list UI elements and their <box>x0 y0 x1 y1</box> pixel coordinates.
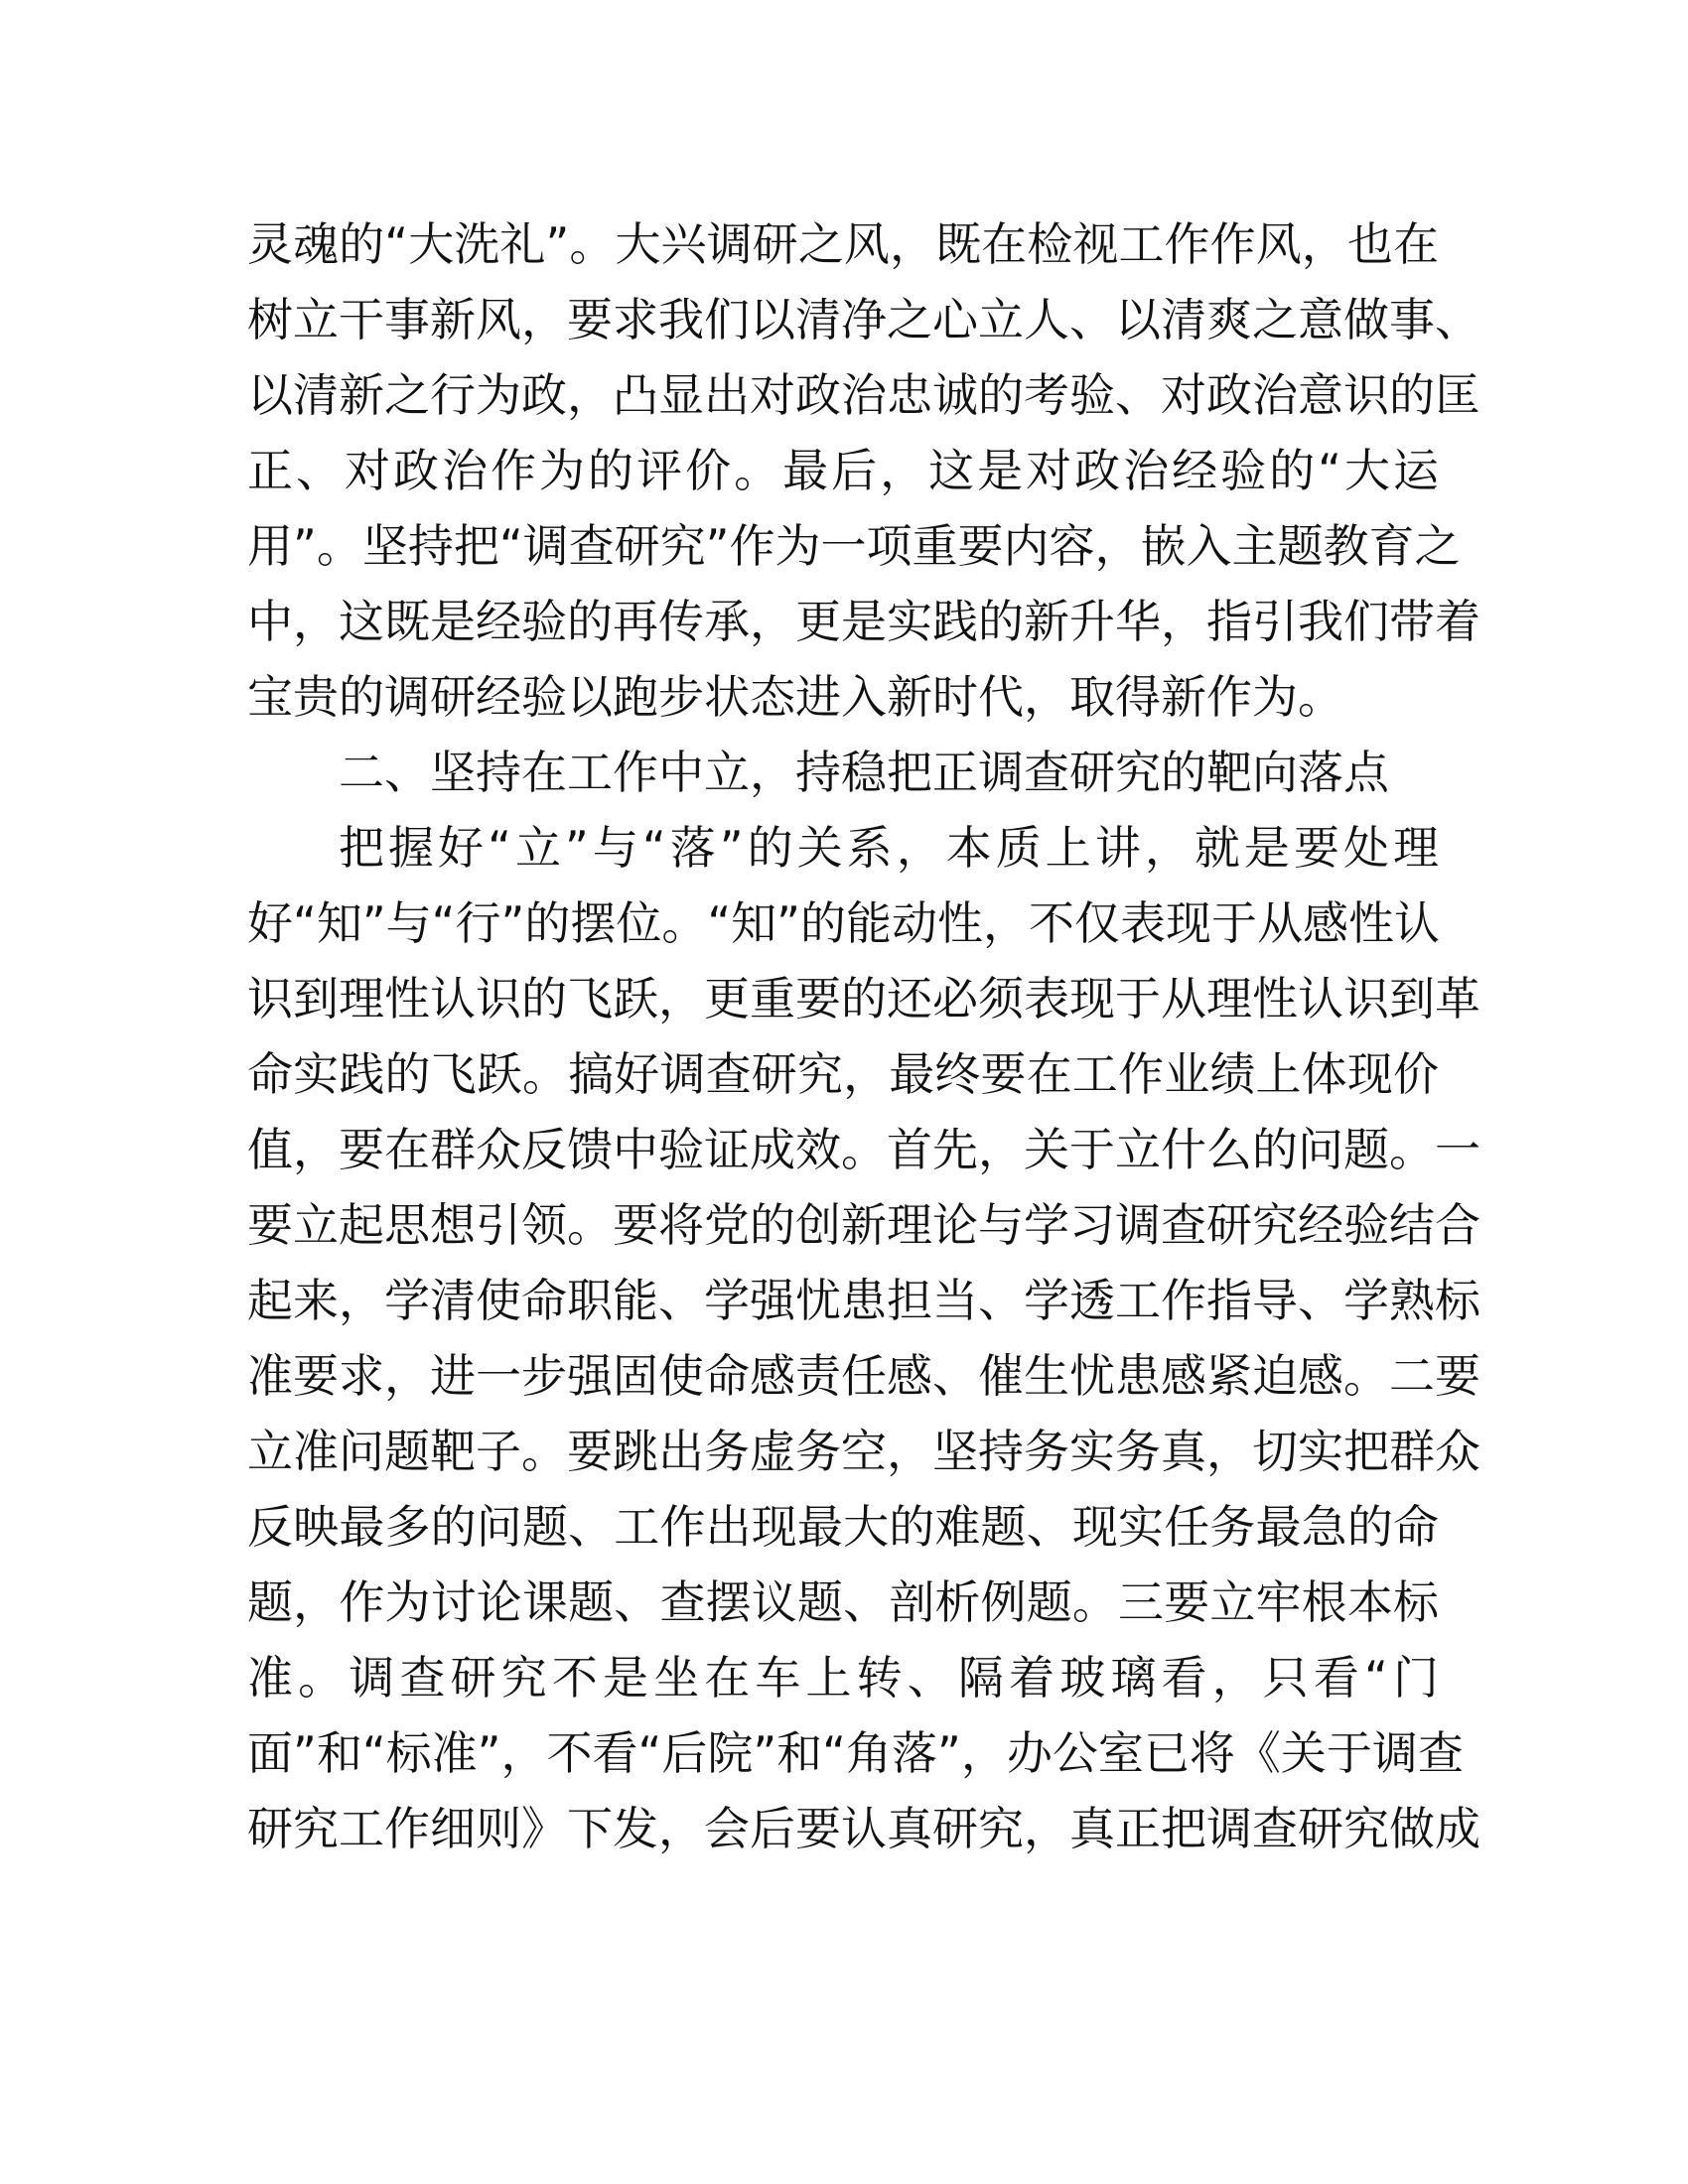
text-line-9: 把握好“立”与“落”的关系，本质上讲，就是要处理 <box>339 821 1439 875</box>
section-heading: 二、坚持在工作中立，持稳把正调查研究的靶向落点 <box>339 746 1389 799</box>
text-line-20: 准。调查研究不是坐在车上转、隔着玻璃看，只看“门 <box>247 1651 1439 1705</box>
text-line-15: 起来，学清使命职能、学强忧患担当、学透工作指导、学熟标 <box>247 1274 1480 1327</box>
text-line-14: 要立起思想引领。要将党的创新理论与学习调查研究经验结合 <box>247 1198 1480 1252</box>
text-line-19: 题，作为讨论课题、查摆议题、剖析例题。三要立牢根本标 <box>247 1575 1439 1629</box>
text-line-11: 识到理性认识的飞跃，更重要的还必须表现于从理性认识到革 <box>247 972 1480 1025</box>
text-line-16: 准要求，进一步强固使命感责任感、催生忧患感紧迫感。二要 <box>247 1349 1480 1403</box>
text-line-12: 命实践的飞跃。搞好调查研究，最终要在工作业绩上体现价 <box>247 1047 1439 1101</box>
text-line-3: 以清新之行为政，凸显出对政治忠诚的考验、对政治意识的匡 <box>247 368 1480 422</box>
text-line-13: 值，要在群众反馈中验证成效。首先，关于立什么的问题。一 <box>247 1123 1480 1176</box>
text-line-18: 反映最多的问题、工作出现最大的难题、现实任务最急的命 <box>247 1500 1439 1554</box>
text-line-10: 好“知”与“行”的摆位。“知”的能动性，不仅表现于从感性认 <box>247 896 1440 950</box>
text-line-4: 正、对政治作为的评价。最后，这是对政治经验的“大运 <box>247 444 1439 497</box>
text-line-5: 用”。坚持把“调查研究”作为一项重要内容，嵌入主题教育之 <box>247 519 1461 573</box>
text-line-6: 中，这既是经验的再传承，更是实践的新升华，指引我们带着 <box>247 595 1480 648</box>
text-line-21: 面”和“标准”，不看“后院”和“角落”，办公室已将《关于调查 <box>247 1726 1464 1780</box>
text-line-7: 宝贵的调研经验以跑步状态进入新时代，取得新作为。 <box>247 670 1343 724</box>
text-line-22: 研究工作细则》下发，会后要认真研究，真正把调查研究做成 <box>247 1802 1480 1855</box>
text-line-17: 立准问题靶子。要跳出务虚务空，坚持务实务真，切实把群众 <box>247 1425 1480 1478</box>
text-line-2: 树立干事新风，要求我们以清净之心立人、以清爽之意做事、 <box>247 293 1480 346</box>
text-line-1: 灵魂的“大洗礼”。大兴调研之风，既在检视工作作风，也在 <box>247 217 1439 271</box>
